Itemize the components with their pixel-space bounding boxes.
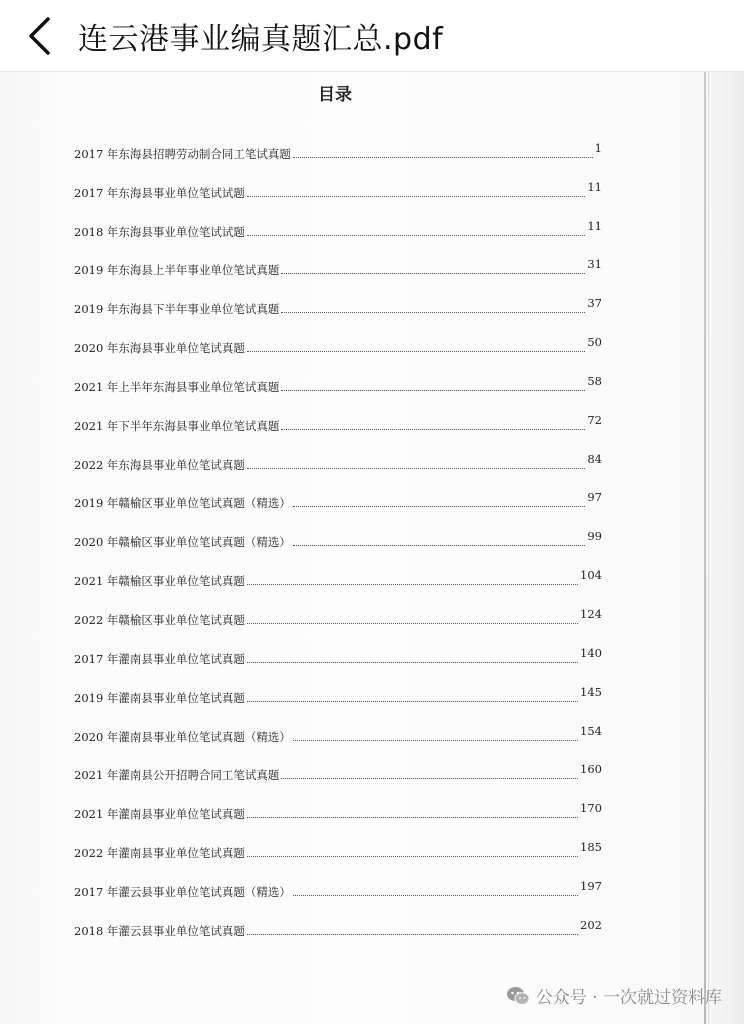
toc-entry-page: 99 (587, 529, 602, 544)
file-title: 连云港事业编真题汇总.pdf (78, 21, 444, 57)
toc-leader-dots (247, 817, 578, 818)
toc-leader-dots (281, 273, 585, 274)
toc-entry-title: 2019 年东海县下半年事业单位笔试真题 (74, 302, 280, 317)
toc-leader-dots (247, 662, 578, 663)
table-of-contents (74, 122, 602, 938)
toc-entry-title: 2020 年赣榆区事业单位笔试真题（精选） (74, 535, 291, 550)
toc-entry[interactable] (74, 744, 602, 783)
toc-entry[interactable] (74, 394, 602, 433)
page-edge-shadow (708, 72, 709, 1024)
toc-entry-title: 2020 年东海县事业单位笔试真题 (74, 341, 245, 356)
toc-entry-page: 1 (594, 140, 602, 155)
chevron-left-icon (24, 16, 54, 56)
toc-entry[interactable] (74, 588, 602, 627)
toc-entry-page: 185 (580, 840, 602, 855)
toc-entry-page: 37 (587, 296, 602, 311)
toc-entry-title: 2022 年东海县事业单位笔试真题 (74, 457, 245, 472)
toc-entry[interactable] (74, 549, 602, 588)
toc-entry[interactable] (74, 122, 602, 161)
toc-leader-dots (247, 623, 578, 624)
wechat-icon (506, 985, 530, 1007)
toc-entry-title: 2021 年赣榆区事业单位笔试真题 (74, 574, 245, 589)
toc-entry-title: 2022 年赣榆区事业单位笔试真题 (74, 612, 245, 627)
toc-entry-page: 84 (587, 451, 602, 466)
top-bar (0, 0, 744, 72)
toc-entry-title: 2017 年灌南县事业单位笔试真题 (74, 651, 245, 666)
toc-entry[interactable] (74, 705, 602, 744)
toc-entry-page: 97 (587, 490, 602, 505)
toc-entry-page: 72 (587, 412, 602, 427)
toc-entry[interactable] (74, 277, 602, 316)
toc-leader-dots (247, 351, 585, 352)
toc-entry-title: 2019 年东海县上半年事业单位笔试真题 (74, 263, 280, 278)
toc-leader-dots (247, 934, 578, 935)
toc-entry[interactable] (74, 666, 602, 705)
toc-entry-page: 202 (580, 917, 602, 932)
toc-entry[interactable] (74, 860, 602, 899)
toc-entry-page: 31 (587, 257, 602, 272)
toc-entry[interactable] (74, 782, 602, 821)
toc-entry-title: 2017 年东海县招聘劳动制合同工笔试真题 (74, 146, 291, 161)
toc-leader-dots (281, 778, 578, 779)
toc-leader-dots (247, 856, 578, 857)
toc-entry[interactable] (74, 433, 602, 472)
pdf-viewer[interactable] (0, 72, 744, 1024)
toc-leader-dots (281, 390, 585, 391)
toc-leader-dots (247, 196, 585, 197)
toc-entry-page: 58 (587, 373, 602, 388)
toc-entry-page: 11 (587, 218, 602, 233)
toc-entry[interactable] (74, 355, 602, 394)
toc-leader-dots (293, 740, 578, 741)
toc-entry-title: 2017 年东海县事业单位笔试试题 (74, 185, 245, 200)
toc-entry[interactable] (74, 316, 602, 355)
toc-entry-page: 140 (580, 645, 602, 660)
toc-entry[interactable] (74, 200, 602, 239)
back-button[interactable] (0, 0, 78, 72)
toc-leader-dots (281, 429, 585, 430)
toc-entry-page: 50 (587, 335, 602, 350)
toc-leader-dots (293, 506, 585, 507)
toc-entry-title: 2021 年灌南县事业单位笔试真题 (74, 807, 245, 822)
toc-entry-title: 2021 年灌南县公开招聘合同工笔试真题 (74, 768, 280, 783)
page-edge (704, 72, 706, 1024)
toc-entry-title: 2019 年灌南县事业单位笔试真题 (74, 690, 245, 705)
toc-entry-page: 124 (580, 606, 602, 621)
toc-heading: 目录 (318, 85, 352, 105)
toc-leader-dots (293, 545, 585, 546)
toc-entry-title: 2018 年灌云县事业单位笔试真题 (74, 923, 245, 938)
toc-entry-page: 154 (580, 723, 602, 738)
toc-entry-title: 2021 年下半年东海县事业单位笔试真题 (74, 418, 280, 433)
toc-entry-page: 11 (587, 179, 602, 194)
toc-entry[interactable] (74, 161, 602, 200)
toc-leader-dots (247, 468, 585, 469)
toc-entry[interactable] (74, 239, 602, 278)
toc-leader-dots (247, 701, 578, 702)
toc-entry-page: 160 (580, 762, 602, 777)
toc-leader-dots (293, 157, 593, 158)
toc-entry[interactable] (74, 899, 602, 938)
toc-entry-title: 2022 年灌南县事业单位笔试真题 (74, 846, 245, 861)
toc-entry-page: 170 (580, 801, 602, 816)
toc-leader-dots (281, 312, 585, 313)
toc-entry-page: 197 (580, 878, 602, 893)
toc-entry-title: 2021 年上半年东海县事业单位笔试真题 (74, 379, 280, 394)
toc-entry-page: 104 (580, 568, 602, 583)
watermark-text: 公众号 · 一次就过资料库 (535, 988, 722, 1008)
toc-entry-title: 2017 年灌云县事业单位笔试真题（精选） (74, 884, 291, 899)
toc-entry[interactable] (74, 821, 602, 860)
watermark (506, 983, 722, 1008)
toc-entry-title: 2020 年灌南县事业单位笔试真题（精选） (74, 729, 291, 744)
toc-leader-dots (293, 895, 578, 896)
toc-entry-title: 2018 年东海县事业单位笔试试题 (74, 224, 245, 239)
toc-entry[interactable] (74, 627, 602, 666)
toc-entry-page: 145 (580, 684, 602, 699)
toc-entry-title: 2019 年赣榆区事业单位笔试真题（精选） (74, 496, 291, 511)
toc-leader-dots (247, 584, 578, 585)
toc-leader-dots (247, 235, 585, 236)
toc-entry[interactable] (74, 472, 602, 511)
toc-entry[interactable] (74, 510, 602, 549)
